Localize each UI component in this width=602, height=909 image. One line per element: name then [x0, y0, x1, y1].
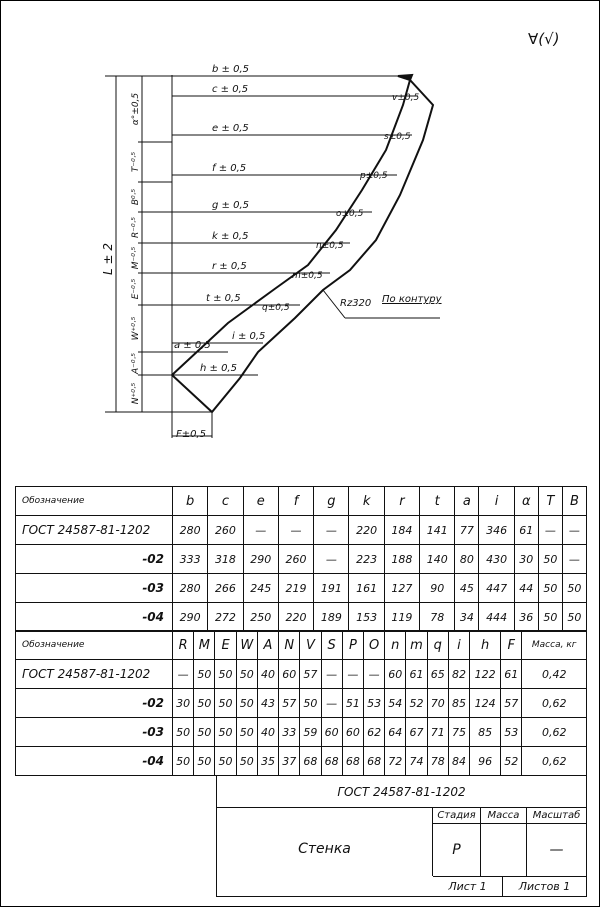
- t2-cell-1-0: -02: [16, 689, 173, 718]
- t2-cell-3-2: 50: [194, 747, 215, 776]
- t2-cell-3-7: 68: [300, 747, 321, 776]
- dim-curve-2: p±0,5: [360, 171, 388, 181]
- t1-header-13: B: [562, 487, 586, 516]
- t2-cell-3-15: 96: [470, 747, 501, 776]
- t2-cell-1-11: 54: [385, 689, 406, 718]
- t2-cell-2-12: 67: [406, 718, 427, 747]
- t1-cell-2-11: 44: [514, 574, 538, 603]
- dim-right-7: t ± 0,5: [206, 293, 241, 304]
- t2-cell-0-17: 0,42: [522, 660, 587, 689]
- t1-cell-3-3: 250: [243, 603, 278, 632]
- t2-cell-3-5: 35: [257, 747, 278, 776]
- table-row: [16, 603, 587, 632]
- dim-right-9: i ± 0,5: [232, 331, 266, 342]
- t2-header-10: O: [363, 631, 384, 660]
- t2-cell-0-15: 122: [470, 660, 501, 689]
- t2-cell-1-1: 30: [173, 689, 194, 718]
- t2-header-7: V: [300, 631, 321, 660]
- t1-cell-1-11: 30: [514, 545, 538, 574]
- t2-cell-0-0: ГОСТ 24587-81-1202: [16, 660, 173, 689]
- t2-cell-1-2: 50: [194, 689, 215, 718]
- t2-header-3: E: [215, 631, 236, 660]
- t1-cell-0-6: 220: [349, 516, 384, 545]
- t2-cell-0-9: —: [342, 660, 363, 689]
- t1-header-7: r: [384, 487, 419, 516]
- t2-header-4: W: [236, 631, 257, 660]
- t1-cell-0-0: ГОСТ 24587-81-1202: [16, 516, 173, 545]
- t1-cell-2-4: 219: [278, 574, 313, 603]
- dim-left-6: W⁺⁰·⁵: [131, 316, 141, 341]
- t2-cell-3-12: 74: [406, 747, 427, 776]
- t1-cell-1-0: -02: [16, 545, 173, 574]
- t2-header-14: i: [448, 631, 469, 660]
- t1-header-11: α: [514, 487, 538, 516]
- t1-header-10: i: [479, 487, 514, 516]
- roughness-symbol: ∀(√): [528, 30, 560, 48]
- t2-cell-3-6: 37: [279, 747, 300, 776]
- t1-header-0: Обозначение: [16, 487, 173, 516]
- t1-header-1: b: [173, 487, 208, 516]
- sheets-label: Листов 1: [503, 876, 586, 896]
- t2-cell-3-13: 78: [427, 747, 448, 776]
- dim-right-0: b ± 0,5: [212, 64, 249, 75]
- t2-cell-1-7: 50: [300, 689, 321, 718]
- t2-cell-0-12: 61: [406, 660, 427, 689]
- dim-left-7: A⁻⁰·⁵: [131, 353, 141, 374]
- t2-cell-2-14: 75: [448, 718, 469, 747]
- t2-cell-2-8: 60: [321, 718, 342, 747]
- t1-cell-1-3: 290: [243, 545, 278, 574]
- t1-cell-3-11: 36: [514, 603, 538, 632]
- t2-cell-1-3: 50: [215, 689, 236, 718]
- t1-header-9: a: [455, 487, 479, 516]
- t2-cell-3-14: 84: [448, 747, 469, 776]
- t2-cell-0-7: 57: [300, 660, 321, 689]
- t1-cell-0-3: —: [243, 516, 278, 545]
- dim-curve-3: o±0,5: [336, 209, 364, 219]
- t1-cell-1-5: —: [314, 545, 349, 574]
- dim-left-5: E⁻⁰·⁵: [131, 278, 141, 300]
- t1-cell-2-6: 161: [349, 574, 384, 603]
- t1-cell-0-2: 260: [208, 516, 243, 545]
- t2-cell-0-4: 50: [236, 660, 257, 689]
- t2-header-8: S: [321, 631, 342, 660]
- table-row: [16, 660, 587, 689]
- dim-curve-1: s±0,5: [384, 132, 411, 142]
- dim-left-1: T⁻⁰·⁵: [131, 151, 141, 173]
- t1-cell-3-7: 119: [384, 603, 419, 632]
- t2-cell-2-9: 60: [342, 718, 363, 747]
- table-row: [16, 689, 587, 718]
- t2-cell-3-11: 72: [385, 747, 406, 776]
- t1-cell-1-2: 318: [208, 545, 243, 574]
- t1-cell-0-7: 184: [384, 516, 419, 545]
- t2-cell-2-6: 33: [279, 718, 300, 747]
- t2-header-0: Обозначение: [16, 631, 173, 660]
- t2-header-5: A: [257, 631, 278, 660]
- t1-cell-3-1: 290: [173, 603, 208, 632]
- stage-value: Р: [433, 824, 481, 876]
- dim-right-8: a ± 0,5: [174, 340, 211, 351]
- title-block-code: ГОСТ 24587-81-1202: [217, 776, 586, 808]
- t2-cell-2-3: 50: [215, 718, 236, 747]
- t1-cell-3-2: 272: [208, 603, 243, 632]
- scale-label: Масштаб: [527, 808, 586, 824]
- t1-cell-0-1: 280: [173, 516, 208, 545]
- t1-cell-2-9: 45: [455, 574, 479, 603]
- t2-cell-0-10: —: [363, 660, 384, 689]
- t2-header-12: m: [406, 631, 427, 660]
- t1-header-6: k: [349, 487, 384, 516]
- t2-cell-2-15: 85: [470, 718, 501, 747]
- dim-curve-6: q±0,5: [262, 303, 290, 313]
- dim-right-4: g ± 0,5: [212, 200, 249, 211]
- t2-cell-0-8: —: [321, 660, 342, 689]
- t2-cell-0-5: 40: [257, 660, 278, 689]
- t1-cell-1-8: 140: [420, 545, 455, 574]
- t1-cell-1-4: 260: [278, 545, 313, 574]
- t2-header-11: n: [385, 631, 406, 660]
- t2-cell-2-2: 50: [194, 718, 215, 747]
- dim-right-6: r ± 0,5: [212, 261, 247, 272]
- dim-right-10: h ± 0,5: [200, 363, 237, 374]
- t1-cell-3-6: 153: [349, 603, 384, 632]
- dim-curve-4: n±0,5: [316, 241, 344, 251]
- t1-cell-1-10: 430: [479, 545, 514, 574]
- t1-cell-2-8: 90: [420, 574, 455, 603]
- t1-cell-2-2: 266: [208, 574, 243, 603]
- t2-cell-1-16: 57: [501, 689, 522, 718]
- t2-cell-0-13: 65: [427, 660, 448, 689]
- t2-cell-0-11: 60: [385, 660, 406, 689]
- t2-cell-2-11: 64: [385, 718, 406, 747]
- t1-cell-3-8: 78: [420, 603, 455, 632]
- t2-cell-2-0: -03: [16, 718, 173, 747]
- t1-cell-1-13: —: [562, 545, 586, 574]
- t1-cell-0-11: 61: [514, 516, 538, 545]
- t1-cell-2-1: 280: [173, 574, 208, 603]
- table-row: [16, 747, 587, 776]
- dim-right-5: k ± 0,5: [212, 231, 249, 242]
- t2-cell-1-15: 124: [470, 689, 501, 718]
- t2-cell-3-3: 50: [215, 747, 236, 776]
- t1-cell-3-13: 50: [562, 603, 586, 632]
- t1-cell-0-5: —: [314, 516, 349, 545]
- t2-cell-3-16: 52: [501, 747, 522, 776]
- t2-cell-2-16: 53: [501, 718, 522, 747]
- t2-header-15: h: [470, 631, 501, 660]
- t1-cell-2-10: 447: [479, 574, 514, 603]
- mass-label: Масса: [481, 808, 527, 824]
- t1-cell-0-8: 141: [420, 516, 455, 545]
- t2-cell-3-8: 68: [321, 747, 342, 776]
- t1-cell-0-10: 346: [479, 516, 514, 545]
- t2-cell-1-4: 50: [236, 689, 257, 718]
- stage-label: Стадия: [433, 808, 481, 824]
- t2-cell-2-17: 0,62: [522, 718, 587, 747]
- t1-cell-1-1: 333: [173, 545, 208, 574]
- t1-cell-0-9: 77: [455, 516, 479, 545]
- t2-cell-0-3: 50: [215, 660, 236, 689]
- t2-header-9: P: [342, 631, 363, 660]
- t1-cell-2-7: 127: [384, 574, 419, 603]
- t1-cell-0-4: —: [278, 516, 313, 545]
- dim-left-3: R⁻⁰·⁵: [131, 216, 141, 239]
- t2-cell-0-1: —: [173, 660, 194, 689]
- t2-cell-2-10: 62: [363, 718, 384, 747]
- t2-header-16: F: [501, 631, 522, 660]
- t2-cell-2-5: 40: [257, 718, 278, 747]
- t2-cell-2-7: 59: [300, 718, 321, 747]
- t2-cell-3-4: 50: [236, 747, 257, 776]
- t2-cell-0-2: 50: [194, 660, 215, 689]
- t2-header-13: q: [427, 631, 448, 660]
- t2-cell-3-0: -04: [16, 747, 173, 776]
- t1-cell-1-6: 223: [349, 545, 384, 574]
- t1-cell-1-7: 188: [384, 545, 419, 574]
- t1-cell-3-5: 189: [314, 603, 349, 632]
- t2-cell-0-6: 60: [279, 660, 300, 689]
- title-block: [216, 775, 587, 897]
- dim-left-2: B⁰·⁵: [131, 188, 141, 206]
- t1-header-12: T: [538, 487, 562, 516]
- t1-header-2: c: [208, 487, 243, 516]
- dimension-table-1: [15, 486, 587, 632]
- t2-header-6: N: [279, 631, 300, 660]
- t2-cell-0-14: 82: [448, 660, 469, 689]
- dim-curve-0: v±0,5: [392, 93, 420, 103]
- t1-cell-3-10: 444: [479, 603, 514, 632]
- dim-right-1: c ± 0,5: [212, 84, 249, 95]
- dim-curve-5: m±0,5: [292, 271, 323, 281]
- t2-cell-3-1: 50: [173, 747, 194, 776]
- dim-right-3: f ± 0,5: [212, 163, 247, 174]
- dim-L: L ± 2: [101, 242, 115, 275]
- t2-header-2: M: [194, 631, 215, 660]
- t1-header-3: e: [243, 487, 278, 516]
- t2-header-17: Масса, кг: [522, 631, 587, 660]
- t1-cell-3-4: 220: [278, 603, 313, 632]
- t2-cell-1-17: 0,62: [522, 689, 587, 718]
- dim-left-0: α°±0,5: [131, 92, 141, 126]
- t2-cell-1-14: 85: [448, 689, 469, 718]
- t1-cell-1-12: 50: [538, 545, 562, 574]
- t1-cell-3-0: -04: [16, 603, 173, 632]
- table-row: [16, 545, 587, 574]
- t1-cell-2-13: 50: [562, 574, 586, 603]
- t2-header-1: R: [173, 631, 194, 660]
- t1-cell-3-12: 50: [538, 603, 562, 632]
- dim-left-4: M⁻⁰·⁵: [131, 246, 141, 270]
- table-row: [16, 574, 587, 603]
- t1-cell-0-13: —: [562, 516, 586, 545]
- t1-cell-2-0: -03: [16, 574, 173, 603]
- dimension-table-2: [15, 630, 587, 776]
- t2-cell-1-8: —: [321, 689, 342, 718]
- dim-left-8: N⁺⁰·⁵: [131, 382, 141, 405]
- t1-cell-2-3: 245: [243, 574, 278, 603]
- dim-F: F±0,5: [176, 429, 207, 440]
- roughness-note: Rz320: [340, 298, 372, 309]
- t2-cell-2-13: 71: [427, 718, 448, 747]
- t1-cell-0-12: —: [538, 516, 562, 545]
- t2-cell-3-9: 68: [342, 747, 363, 776]
- dim-right-2: e ± 0,5: [212, 123, 249, 134]
- sheet-label: Лист 1: [433, 876, 503, 896]
- part-name: Стенка: [217, 808, 433, 876]
- t2-cell-1-6: 57: [279, 689, 300, 718]
- t2-cell-3-10: 68: [363, 747, 384, 776]
- t2-cell-1-5: 43: [257, 689, 278, 718]
- t2-cell-1-12: 52: [406, 689, 427, 718]
- t1-cell-2-12: 50: [538, 574, 562, 603]
- t2-cell-1-10: 53: [363, 689, 384, 718]
- t2-cell-1-9: 51: [342, 689, 363, 718]
- t2-cell-2-4: 50: [236, 718, 257, 747]
- scale-value: —: [549, 842, 564, 858]
- mass-value: [481, 824, 527, 876]
- t2-cell-1-13: 70: [427, 689, 448, 718]
- t1-header-4: f: [278, 487, 313, 516]
- table-row: [16, 516, 587, 545]
- t1-cell-3-9: 34: [455, 603, 479, 632]
- t2-cell-3-17: 0,62: [522, 747, 587, 776]
- t2-cell-0-16: 61: [501, 660, 522, 689]
- t1-header-5: g: [314, 487, 349, 516]
- table-row: [16, 718, 587, 747]
- t1-cell-2-5: 191: [314, 574, 349, 603]
- t1-header-8: t: [420, 487, 455, 516]
- t2-cell-2-1: 50: [173, 718, 194, 747]
- t1-cell-1-9: 80: [455, 545, 479, 574]
- contour-note: По контуру: [382, 294, 442, 305]
